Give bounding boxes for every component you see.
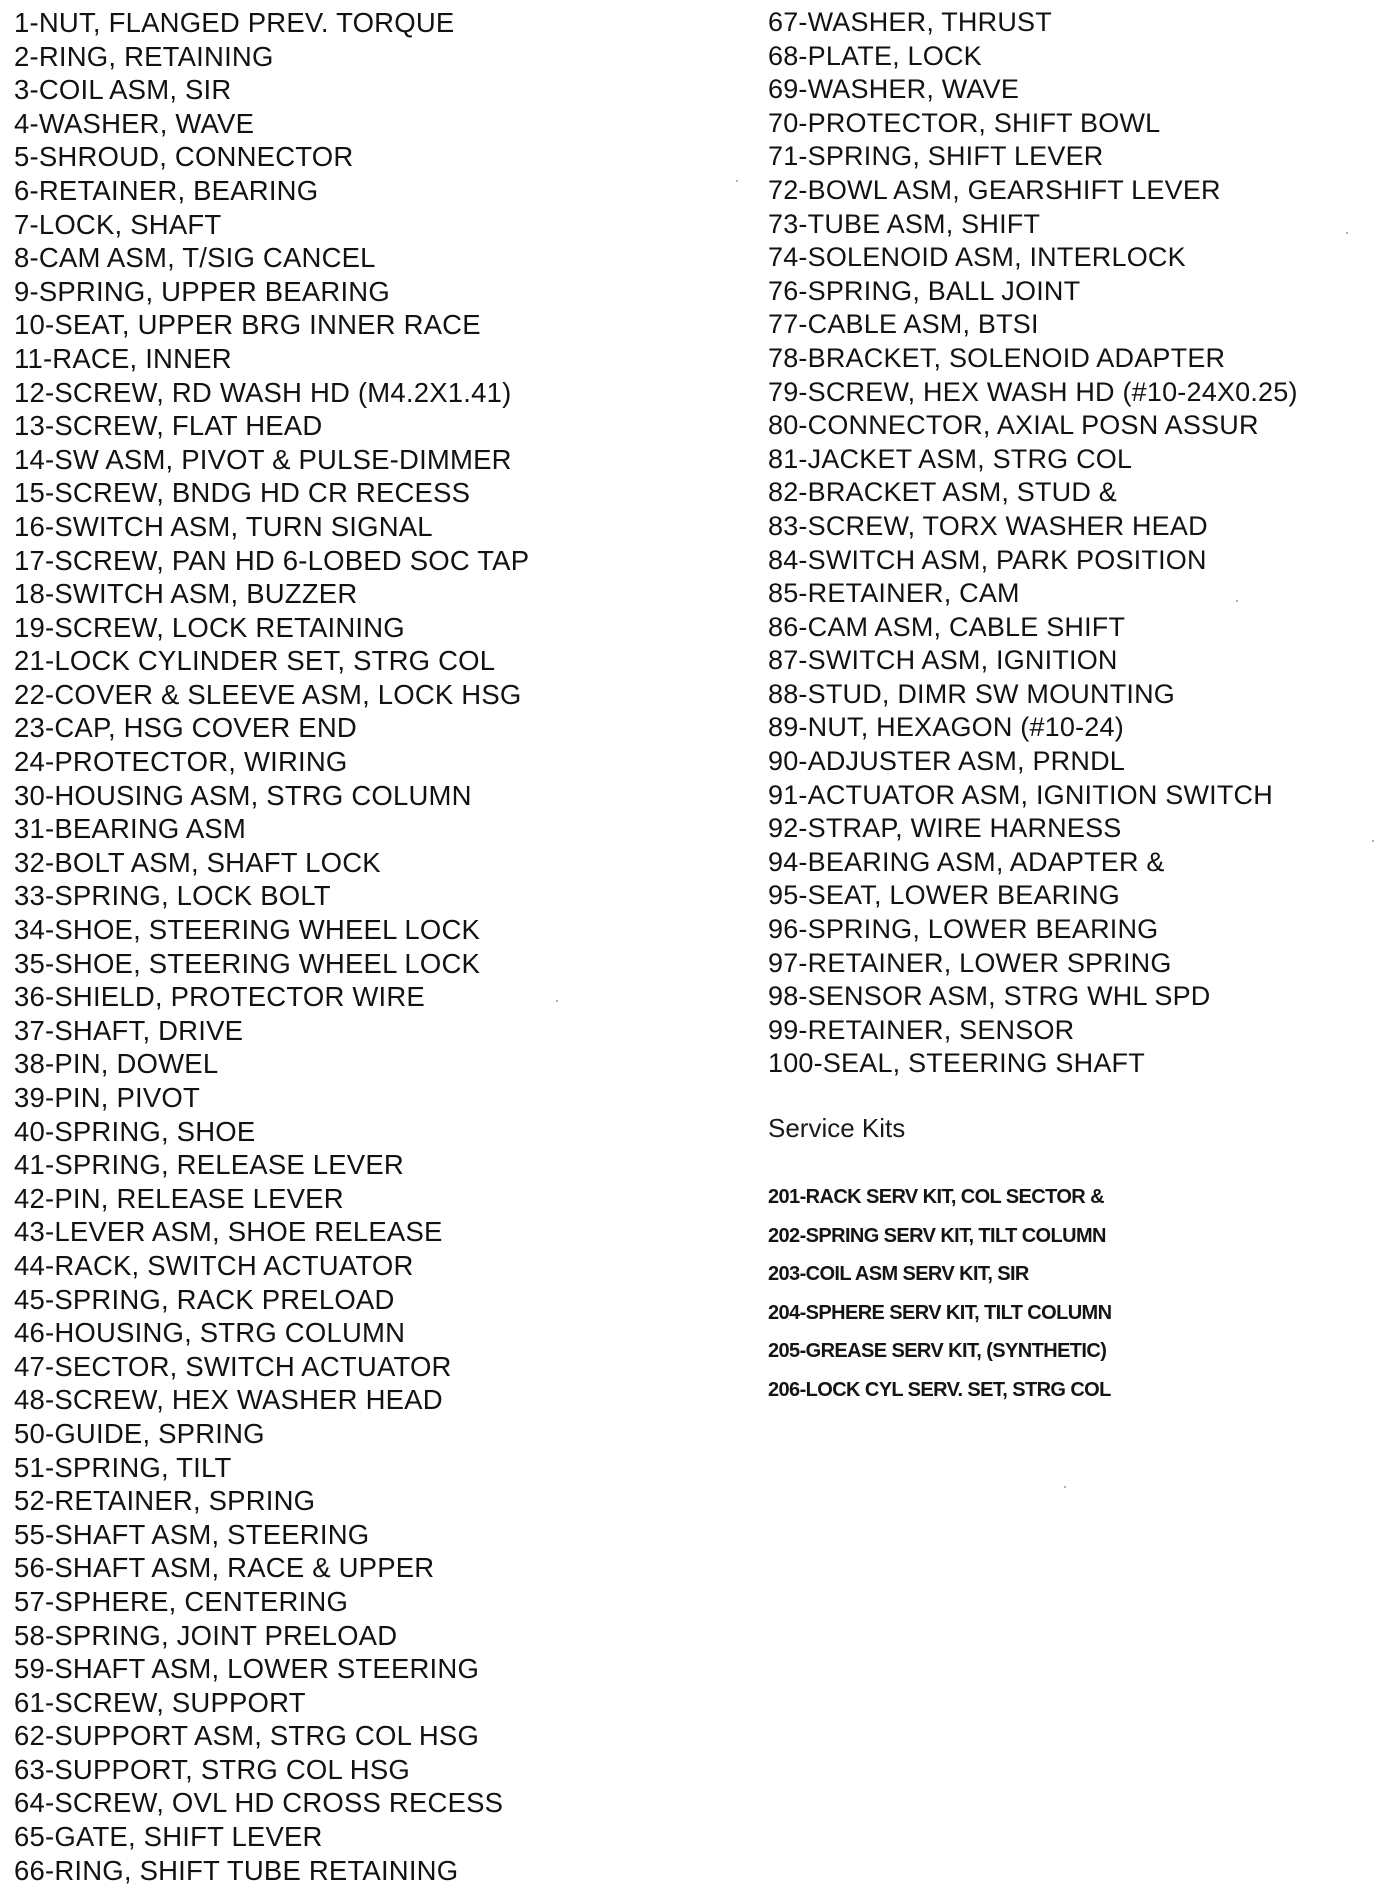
part-list-item: 41-SPRING, RELEASE LEVER	[14, 1149, 404, 1181]
part-list-item: 38-PIN, DOWEL	[14, 1048, 219, 1080]
service-kit-item: 206-LOCK CYL SERV. SET, STRG COL	[768, 1378, 1111, 1401]
part-list-item: 69-WASHER, WAVE	[768, 74, 1020, 105]
part-list-item: 45-SPRING, RACK PRELOAD	[14, 1283, 395, 1315]
part-list-item: 15-SCREW, BNDG HD CR RECESS	[14, 477, 471, 509]
part-list-item: 55-SHAFT ASM, STEERING	[14, 1518, 370, 1550]
part-list-item: 96-SPRING, LOWER BEARING	[768, 914, 1159, 945]
scan-speck	[1372, 840, 1374, 842]
part-list-item: 99-RETAINER, SENSOR	[768, 1014, 1075, 1045]
part-list-item: 83-SCREW, TORX WASHER HEAD	[768, 510, 1208, 541]
part-list-item: 1-NUT, FLANGED PREV. TORQUE	[14, 7, 455, 38]
part-list-item: 94-BEARING ASM, ADAPTER &	[768, 846, 1165, 877]
right-parts-column	[768, 6, 1378, 1410]
right-parts-list	[768, 6, 1378, 1081]
part-list-item: 43-LEVER ASM, SHOE RELEASE	[14, 1216, 443, 1248]
service-kit-item: 203-COIL ASM SERV KIT, SIR	[768, 1263, 1029, 1286]
left-parts-column	[14, 6, 754, 1887]
part-list-item: 12-SCREW, RD WASH HD (M4.2X1.41)	[14, 376, 512, 408]
part-list-item: 74-SOLENOID ASM, INTERLOCK	[768, 242, 1186, 273]
scan-speck	[1346, 232, 1348, 234]
part-list-item: 3-COIL ASM, SIR	[14, 74, 232, 106]
part-list-item: 23-CAP, HSG COVER END	[14, 712, 357, 744]
part-list-item: 37-SHAFT, DRIVE	[14, 1014, 244, 1046]
part-list-item: 33-SPRING, LOCK BOLT	[14, 880, 331, 912]
part-list-item: 65-GATE, SHIFT LEVER	[14, 1821, 323, 1853]
part-list-item: 14-SW ASM, PIVOT & PULSE-DIMMER	[14, 443, 512, 475]
part-list-item: 66-RING, SHIFT TUBE RETAINING	[14, 1854, 459, 1886]
part-list-item: 72-BOWL ASM, GEARSHIFT LEVER	[768, 174, 1221, 205]
part-list-item: 44-RACK, SWITCH ACTUATOR	[14, 1249, 414, 1281]
service-kit-item: 204-SPHERE SERV KIT, TILT COLUMN	[768, 1301, 1112, 1324]
service-kits-heading: Service Kits	[768, 1113, 906, 1143]
scan-speck	[556, 1000, 558, 1002]
part-list-item: 17-SCREW, PAN HD 6-LOBED SOC TAP	[14, 544, 530, 576]
part-list-item: 30-HOUSING ASM, STRG COLUMN	[14, 779, 472, 811]
part-list-item: 10-SEAT, UPPER BRG INNER RACE	[14, 309, 481, 341]
part-list-item: 91-ACTUATOR ASM, IGNITION SWITCH	[768, 779, 1273, 810]
scan-speck	[736, 180, 738, 182]
part-list-item: 31-BEARING ASM	[14, 813, 247, 845]
part-list-item: 50-GUIDE, SPRING	[14, 1417, 265, 1449]
service-kit-item: 205-GREASE SERV KIT, (SYNTHETIC)	[768, 1340, 1107, 1363]
part-list-item: 6-RETAINER, BEARING	[14, 174, 319, 206]
service-kit-item: 201-RACK SERV KIT, COL SECTOR &	[768, 1186, 1104, 1208]
part-list-item: 84-SWITCH ASM, PARK POSITION	[768, 544, 1207, 575]
part-list-item: 73-TUBE ASM, SHIFT	[768, 208, 1041, 239]
part-list-item: 51-SPRING, TILT	[14, 1451, 232, 1483]
part-list-item: 76-SPRING, BALL JOINT	[768, 275, 1081, 306]
part-list-item: 86-CAM ASM, CABLE SHIFT	[768, 611, 1126, 642]
part-list-item: 77-CABLE ASM, BTSI	[768, 309, 1039, 340]
part-list-item: 22-COVER & SLEEVE ASM, LOCK HSG	[14, 678, 522, 710]
part-list-item: 24-PROTECTOR, WIRING	[14, 746, 348, 778]
part-list-item: 7-LOCK, SHAFT	[14, 208, 222, 240]
part-list-item: 40-SPRING, SHOE	[14, 1115, 256, 1147]
part-list-item: 16-SWITCH ASM, TURN SIGNAL	[14, 510, 433, 542]
part-list-item: 5-SHROUD, CONNECTOR	[14, 141, 354, 173]
part-list-item: 63-SUPPORT, STRG COL HSG	[14, 1753, 411, 1785]
part-list-item: 80-CONNECTOR, AXIAL POSN ASSUR	[768, 410, 1259, 441]
part-list-item: 2-RING, RETAINING	[14, 40, 274, 72]
part-list-item: 100-SEAL, STEERING SHAFT	[768, 1048, 1145, 1079]
part-list-item: 32-BOLT ASM, SHAFT LOCK	[14, 846, 381, 878]
part-list-item: 70-PROTECTOR, SHIFT BOWL	[768, 107, 1161, 138]
part-list-item: 36-SHIELD, PROTECTOR WIRE	[14, 981, 425, 1013]
part-list-item: 46-HOUSING, STRG COLUMN	[14, 1317, 406, 1349]
part-list-item: 79-SCREW, HEX WASH HD (#10-24X0.25)	[768, 376, 1298, 407]
part-list-item: 82-BRACKET ASM, STUD &	[768, 477, 1117, 508]
part-list-item: 97-RETAINER, LOWER SPRING	[768, 947, 1172, 978]
part-list-item: 95-SEAT, LOWER BEARING	[768, 880, 1120, 911]
left-parts-list	[14, 6, 754, 1887]
part-list-item: 35-SHOE, STEERING WHEEL LOCK	[14, 947, 481, 979]
part-list-item: 87-SWITCH ASM, IGNITION	[768, 645, 1118, 676]
part-list-item: 52-RETAINER, SPRING	[14, 1485, 316, 1517]
part-list-item: 18-SWITCH ASM, BUZZER	[14, 578, 358, 610]
part-list-item: 68-PLATE, LOCK	[768, 40, 982, 71]
scan-speck	[1236, 600, 1238, 602]
part-list-item: 71-SPRING, SHIFT LEVER	[768, 141, 1104, 172]
part-list-item: 8-CAM ASM, T/SIG CANCEL	[14, 242, 376, 274]
part-list-item: 61-SCREW, SUPPORT	[14, 1686, 306, 1718]
service-kit-item: 202-SPRING SERV KIT, TILT COLUMN	[768, 1224, 1106, 1247]
part-list-item: 92-STRAP, WIRE HARNESS	[768, 813, 1122, 844]
part-list-item: 42-PIN, RELEASE LEVER	[14, 1182, 344, 1214]
part-list-item: 4-WASHER, WAVE	[14, 107, 255, 139]
part-list-item: 67-WASHER, THRUST	[768, 7, 1052, 37]
part-list-item: 64-SCREW, OVL HD CROSS RECESS	[14, 1787, 504, 1819]
part-list-item: 89-NUT, HEXAGON (#10-24)	[768, 712, 1124, 743]
part-list-item: 9-SPRING, UPPER BEARING	[14, 275, 390, 307]
part-list-item: 19-SCREW, LOCK RETAINING	[14, 611, 405, 643]
part-list-item: 56-SHAFT ASM, RACE & UPPER	[14, 1552, 435, 1584]
part-list-item: 85-RETAINER, CAM	[768, 578, 1020, 609]
part-list-item: 59-SHAFT ASM, LOWER STEERING	[14, 1653, 480, 1685]
service-kits-list	[768, 1178, 1378, 1410]
part-list-item: 98-SENSOR ASM, STRG WHL SPD	[768, 981, 1211, 1012]
part-list-item: 58-SPRING, JOINT PRELOAD	[14, 1619, 398, 1651]
part-list-item: 57-SPHERE, CENTERING	[14, 1585, 349, 1617]
part-list-item: 39-PIN, PIVOT	[14, 1082, 200, 1113]
part-list-item: 47-SECTOR, SWITCH ACTUATOR	[14, 1350, 452, 1382]
part-list-item: 13-SCREW, FLAT HEAD	[14, 410, 323, 442]
part-list-item: 88-STUD, DIMR SW MOUNTING	[768, 678, 1175, 709]
part-list-item: 78-BRACKET, SOLENOID ADAPTER	[768, 342, 1226, 373]
part-list-item: 21-LOCK CYLINDER SET, STRG COL	[14, 645, 496, 677]
part-list-item: 48-SCREW, HEX WASHER HEAD	[14, 1384, 443, 1416]
part-list-item: 34-SHOE, STEERING WHEEL LOCK	[14, 914, 481, 946]
part-list-item: 90-ADJUSTER ASM, PRNDL	[768, 746, 1125, 777]
part-list-item: 62-SUPPORT ASM, STRG COL HSG	[14, 1720, 480, 1752]
part-list-item: 11-RACE, INNER	[14, 342, 232, 374]
scan-speck	[1064, 1486, 1066, 1488]
part-list-item: 81-JACKET ASM, STRG COL	[768, 443, 1133, 474]
